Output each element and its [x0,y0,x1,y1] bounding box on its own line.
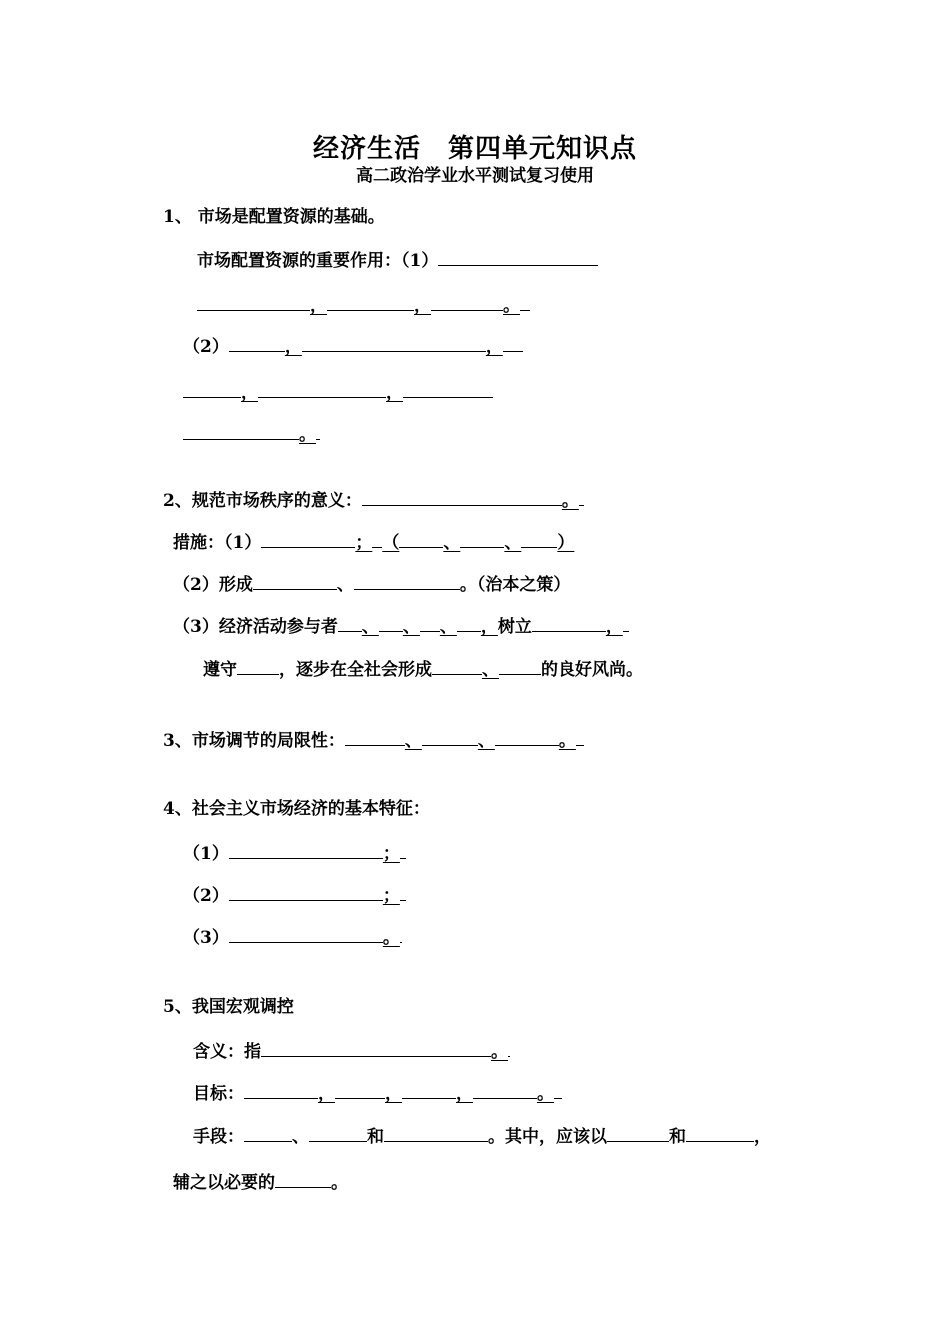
period: 。 [299,425,316,445]
semicolon: ； [382,886,400,906]
dun-mark: 、 [336,575,354,595]
blank [345,727,405,746]
blank [327,292,414,311]
comma: ， [284,337,302,357]
comma: ， [241,383,258,403]
blank [438,247,598,266]
q1-heading: 1、 市场是配置资源的基础。 [163,207,385,227]
semicolon: ； [355,533,373,553]
blank [261,1038,491,1057]
q4-item-label: （3） [183,928,229,948]
blank [422,727,478,746]
blank [554,1080,562,1099]
q2-item2-note: 。（治本之策） [459,575,571,595]
blank [432,656,482,675]
blank [532,613,606,632]
q5-heading: 5、我国宏观调控 [163,997,294,1017]
q4-item-2 [183,882,406,908]
blank [372,529,382,548]
open-paren: （ [382,533,400,553]
dun-mark: 、 [477,731,495,751]
dun-mark: 、 [443,533,461,553]
blank [420,613,440,632]
blank [258,379,386,398]
blank [403,379,493,398]
blank [400,882,406,901]
blank [275,1169,331,1188]
blank [495,727,559,746]
q4-item-1 [183,840,406,866]
comma: ， [480,617,498,637]
dun-mark: 、 [402,617,420,637]
q4-heading: 4、社会主义市场经济的基本特征： [163,799,430,819]
blank [244,1123,292,1142]
q1-item2-row [183,333,523,359]
q2-measures-label: 措施：（1） [173,533,262,553]
q5-meaning-label: 含义：指 [193,1042,261,1062]
blank [576,727,584,746]
blank [197,292,310,311]
blank [229,882,383,901]
blank [400,924,402,943]
blank [183,421,299,440]
blank [520,292,530,311]
comma: ， [385,1084,402,1104]
q2-zunshou-end: 的良好风尚。 [541,660,643,680]
q5-last-row [173,1169,348,1195]
blank [399,529,443,548]
blank [473,1080,537,1099]
dun-mark: 、 [482,660,499,680]
comma: ， [386,383,403,403]
blank [457,613,481,632]
blank [379,613,403,632]
blank [309,1123,367,1142]
q1-item2-label: （2） [183,337,229,357]
blank [229,924,383,943]
period: 。 [491,1042,508,1062]
comma: ， [605,617,623,637]
comma: ， [485,337,503,357]
q5-goal-row [193,1080,562,1106]
blank [579,487,584,506]
q2-zunshou-mid: ，逐步在全社会形成 [279,660,432,680]
period: 。 [382,928,400,948]
dun-mark: 、 [292,1127,309,1147]
blank [183,379,241,398]
blank [338,613,362,632]
q2-item3-label: （3）经济活动参与者 [173,617,338,637]
blank [237,656,279,675]
blank [354,571,460,590]
q2-item2-row [173,571,570,597]
page-subtitle: 高二政治学业水平测试复习使用 [356,166,594,186]
blank [607,1123,669,1142]
blank [302,333,486,352]
dun-mark: 、 [504,533,522,553]
comma: ， [310,296,327,316]
q5-means-row [193,1123,771,1149]
blank [686,1123,754,1142]
q4-item-label: （1） [183,844,229,864]
q1-intro-label: 市场配置资源的重要作用：（1） [197,251,439,271]
q5-means-label: 手段： [193,1127,244,1147]
blank [402,1080,456,1099]
dun-mark: 、 [404,731,422,751]
blank [400,840,406,859]
he-word: 和 [669,1127,686,1147]
blank [229,333,285,352]
q3-row [163,727,584,753]
blank [335,1080,385,1099]
q4-item-label: （2） [183,886,229,906]
q4-item-3 [183,924,402,950]
close-paren: ） [557,533,575,553]
semicolon: ； [382,844,400,864]
dun-mark: 、 [361,617,379,637]
blank [229,840,383,859]
q5-last-label: 辅之以必要的 [173,1173,275,1193]
blank [244,1080,318,1099]
q2-zunshou-row [203,656,643,682]
q2-heading: 2、规范市场秩序的意义： [163,491,362,511]
comma: ， [456,1084,473,1104]
blank [431,292,503,311]
he-word: 和 [367,1127,384,1147]
period: 。 [331,1173,348,1193]
q2-item3-shuli: 树立 [497,617,532,637]
q5-means-mid: 。其中，应该以 [488,1127,607,1147]
blank [460,529,504,548]
q1-item1-continuation [197,292,530,318]
comma: ， [754,1127,771,1147]
page-title: 经济生活 第四单元知识点 [312,134,637,164]
q5-meaning-row [193,1038,510,1064]
blank [508,1038,510,1057]
q1-item2-end [183,421,320,447]
q3-heading: 3、市场调节的局限性： [163,731,345,751]
q1-item2-continuation [183,379,493,405]
q1-intro-row [197,247,598,273]
period: 。 [537,1084,554,1104]
q2-heading-row [163,487,584,513]
blank [261,529,355,548]
dun-mark: 、 [439,617,457,637]
blank [253,571,337,590]
q2-item3-row [173,613,629,639]
q2-measures-row [173,529,574,555]
period: 。 [503,296,520,316]
comma: ， [318,1084,335,1104]
comma: ， [414,296,431,316]
period: 。 [561,491,579,511]
q5-goal-label: 目标： [193,1084,244,1104]
blank [623,613,629,632]
blank [362,487,562,506]
blank [316,421,320,440]
blank [499,656,541,675]
blank [521,529,557,548]
blank [384,1123,488,1142]
blank [503,333,523,352]
period: 。 [558,731,576,751]
q2-zunshou-label: 遵守 [203,660,237,680]
q2-item2-label: （2）形成 [173,575,253,595]
